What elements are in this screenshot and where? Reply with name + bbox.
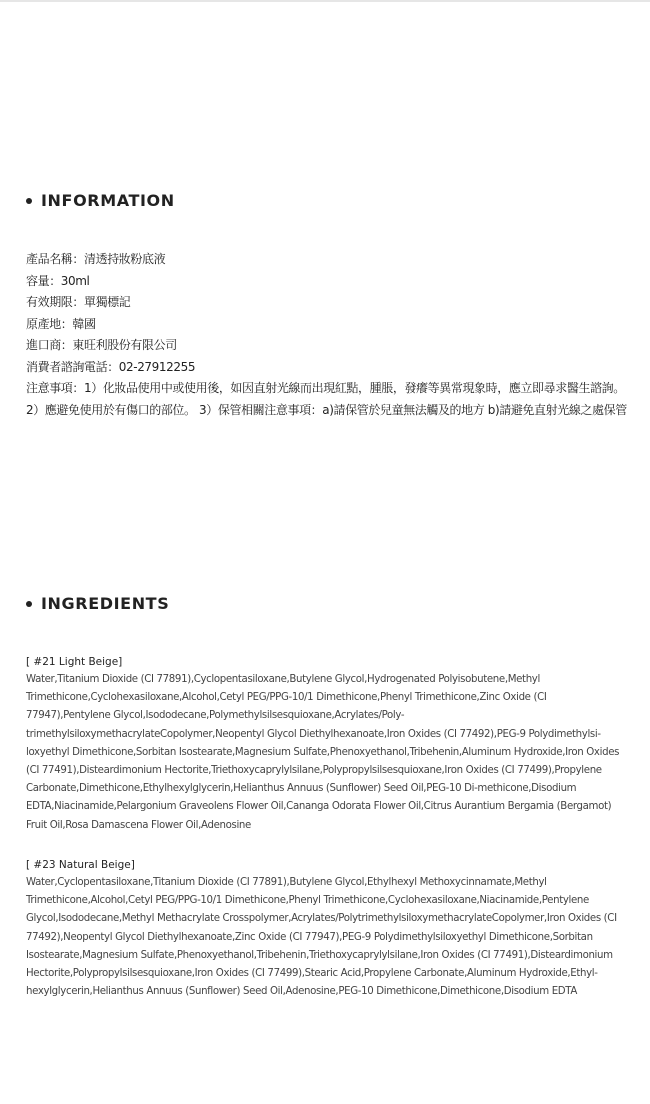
importer-line: 進口商：東旺利股份有限公司 [26, 338, 177, 352]
ingredient-list-light-beige [26, 653, 626, 835]
information-heading [26, 191, 175, 210]
ingredient-text: Water,Cyclopentasiloxane,Titanium Dioxide (CI 77891),Butylene Glycol,Ethylhexyl Methoxycinnamate,Methyl Trimethicone,Alcohol,Cetyl PEG/PPG-10/1 Dimethicone,Phenyl Trimethicone,Cyclohexasiloxane,Niacinamide,Pentylene Glycol,Isododecane,Methyl Methacrylate Crosspolymer,Acrylates/PolytrimethylsiloxymethacrylateCopolymer,Iron Oxides (CI 77492),Neopentyl Glycol Diethylhexanoate,Zinc Oxide (CI 77947),PEG-9 Polydimethylsiloxyethyl Dimethicone,Sorbitan Isostearate,Magnesium Sulfate,Phenoxyethanol,Tribehenin,Triethoxycaprylylsilane,Iron Oxides (CI 77491),Disteardimonium Hectorite,Polypropylsilsesquioxane,Iron Oxides (CI 77499),Stearic Acid,Propylene Carbonate,Aluminum Hydroxide,Ethyl-hexylglycerin,Helianthus Annuus (Sunflower) Seed Oil,Adenosine,PEG-10 Dimethicone,Dimethicone,Disodium EDTA [26, 877, 617, 998]
ingredient-list-natural-beige [26, 856, 626, 1001]
volume-line: 容量：30ml [26, 273, 90, 288]
bullet-icon [26, 198, 32, 204]
product-name-line: 產品名稱：清透持妝粉底液 [26, 252, 166, 266]
ingredient-text: Water,Titanium Dioxide (CI 77891),Cyclopentasiloxane,Butylene Glycol,Hydrogenated Polyisobutene,Methyl Trimethicone,Cyclohexasiloxane,Alcohol,Cetyl PEG/PPG-10/1 Dimethicone,Phenyl Trimethicone,Zinc Oxide (CI 77947),Pentylene Glycol,Isododecane,Polymethylsilsesquioxane,Acrylates/Poly-trimethylsiloxymethacrylateCopolymer,Neopentyl Glycol Diethylhexanoate,Iron Oxides (CI 77492),PEG-9 Polydimethylsi-loxyethyl Dimethicone,Sorbitan Isostearate,Magnesium Sulfate,Phenoxyethanol,Tribehenin,Aluminum Hydroxide,Iron Oxides (CI 77491),Disteardimonium Hectorite,Triethoxycaprylylsilane,Polypropylsilsesquioxane,Iron Oxides (CI 77499),Propylene Carbonate,Dimethicone,Ethylhexylglycerin,Helianthus Annuus (Sunflower) Seed Oil,PEG-10 Di-methicone,Disodium EDTA,Niacinamide,Pelargonium Graveolens Flower Oil,Cananga Odorata Flower Oil,Citrus Aurantium Bergamia (Bergamot) Fruit Oil,Rosa Damascena Flower Oil,Adenosine [26, 674, 620, 831]
shade-name: [ #23 Natural Beige] [26, 859, 135, 871]
information-details [26, 249, 636, 421]
expiry-line: 有效期限：單獨標記 [26, 295, 131, 309]
top-divider [0, 0, 650, 2]
ingredients-heading [26, 594, 169, 613]
origin-line: 原產地：韓國 [26, 316, 96, 331]
caution-line-1: 注意事項：1）化妝品使用中或使用後，如因直射光線而出現紅點，腫脹，發癢等異常現象時，應立即尋求醫生諮詢。 [26, 381, 625, 395]
information-title: INFORMATION [41, 191, 175, 210]
bullet-icon [26, 601, 32, 607]
consumer-phone-line: 消費者諮詢電話：02-27912255 [26, 359, 196, 374]
ingredients-title: INGREDIENTS [41, 594, 170, 613]
caution-line-2: 2）應避免使用於有傷口的部位。 3）保管相關注意事項：a)請保管於兒童無法觸及的地方 b)請避免直射光線之處保管 [26, 402, 627, 417]
shade-name: [ #21 Light Beige] [26, 656, 123, 668]
